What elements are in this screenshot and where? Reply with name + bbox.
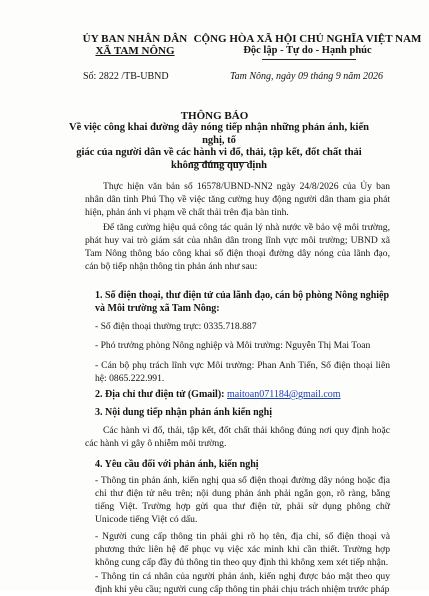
section-3-heading: 3. Nội dung tiếp nhận phản ánh kiến nghị <box>95 407 273 418</box>
place-and-date: Tam Nông, ngày 09 tháng 9 năm 2026 <box>230 71 383 82</box>
subject-line: không đúng quy định <box>170 159 268 171</box>
officer-item: - Cán bộ phụ trách lĩnh vực Môi trường: Phan Anh Tiến, Số điện thoại liên hệ: 0865.222.991. <box>95 360 390 384</box>
requirement-item: - Thông tin cá nhân của người phản ánh, kiến nghị được bảo mật theo quy định khi yêu cầu; người cung cấp thông tin phải chịu trách nhiệm trước pháp <box>95 571 390 595</box>
issuing-authority: ỦY BAN NHÂN DÂN <box>82 33 188 45</box>
requirement-item: - Người cung cấp thông tin phải ghi rõ họ tên, địa chỉ, số điện thoại và phương thức liên hệ để phục vụ việc xác minh khi cần thiết. Trường hợp không cung cấp đầy đủ thông tin theo quy định thì không xem xét tiếp nhận. <box>95 531 390 568</box>
hotline-item: - Số điện thoại thường trực: 0335.718.887 <box>95 321 257 332</box>
national-motto: Độc lập - Tự do - Hạnh phúc <box>243 45 372 56</box>
section-2-heading <box>95 388 390 401</box>
section-1-heading: 1. Số điện thoại, thư điện tử của lãnh đạo, cán bộ phòng Nông nghiệp và Môi trường xã Tam Nông: <box>95 290 390 314</box>
section-3-text: Các hành vi đổ, thải, tập kết, đốt chất thải không đúng nơi quy định hoặc các hành vi gây ô nhiễm môi trường. <box>85 425 390 449</box>
subject-line: giác của người dân về các hành vi đổ, thải, tập kết, đốt chất thải <box>76 147 362 158</box>
section-4-heading: 4. Yêu cầu đối với phản ánh, kiến nghị <box>95 459 259 470</box>
section-2-label: 2. Địa chỉ thư điện tử (Gmail): <box>95 389 227 400</box>
document-subject <box>60 122 378 172</box>
intro-paragraph: Thực hiện văn bản số 16578/UBND-NN2 ngày 24/8/2026 của Ủy ban nhân dân tỉnh Phú Thọ về việc tăng cường huy động người dân tham gia phát hiện, phản ánh vi phạm về chất thải trên địa bàn tỉnh. <box>85 181 390 218</box>
issuing-commune: XÃ TAM NÔNG <box>95 45 175 57</box>
intro-paragraph: Để tăng cường hiệu quả công tác quản lý nhà nước về bảo vệ môi trường, phát huy vai trò giám sát của nhân dân trong lĩnh vực môi trường; UBND xã Tam Nông thông báo công khai số điện thoại đường dây nóng của lãnh đạo, cán bộ tiếp nhận thông tin phản ánh như sau: <box>85 222 390 272</box>
national-title: CỘNG HÒA XÃ HỘI CHỦ NGHĨA VIỆT NAM <box>193 33 422 45</box>
requirement-item: - Thông tin phản ánh, kiến nghị qua số điện thoại đường dây nóng hoặc địa chỉ thư điện tử nêu trên; nội dung phản ánh phải ngắn gọn, rõ ràng, bằng tiếng Việt. Trường hợp gửi qua thư điện tử, phải sử dụng phông chữ Unicode tiếng Việt có dấu. <box>95 475 390 525</box>
deputy-head-item: - Phó trưởng phòng Nông nghiệp và Môi trường: Nguyễn Thị Mai Toan <box>95 340 371 351</box>
subject-line: Về việc công khai đường dây nóng tiếp nhận những phản ánh, kiến nghị, tố <box>69 122 369 146</box>
document-number: Số: 2822 /TB-UBND <box>83 71 169 82</box>
email-link[interactable]: maitoan071184@gmail.com <box>227 389 341 400</box>
document-title: THÔNG BÁO <box>180 110 249 122</box>
subject-underline <box>190 162 248 163</box>
motto-underline <box>262 59 356 60</box>
